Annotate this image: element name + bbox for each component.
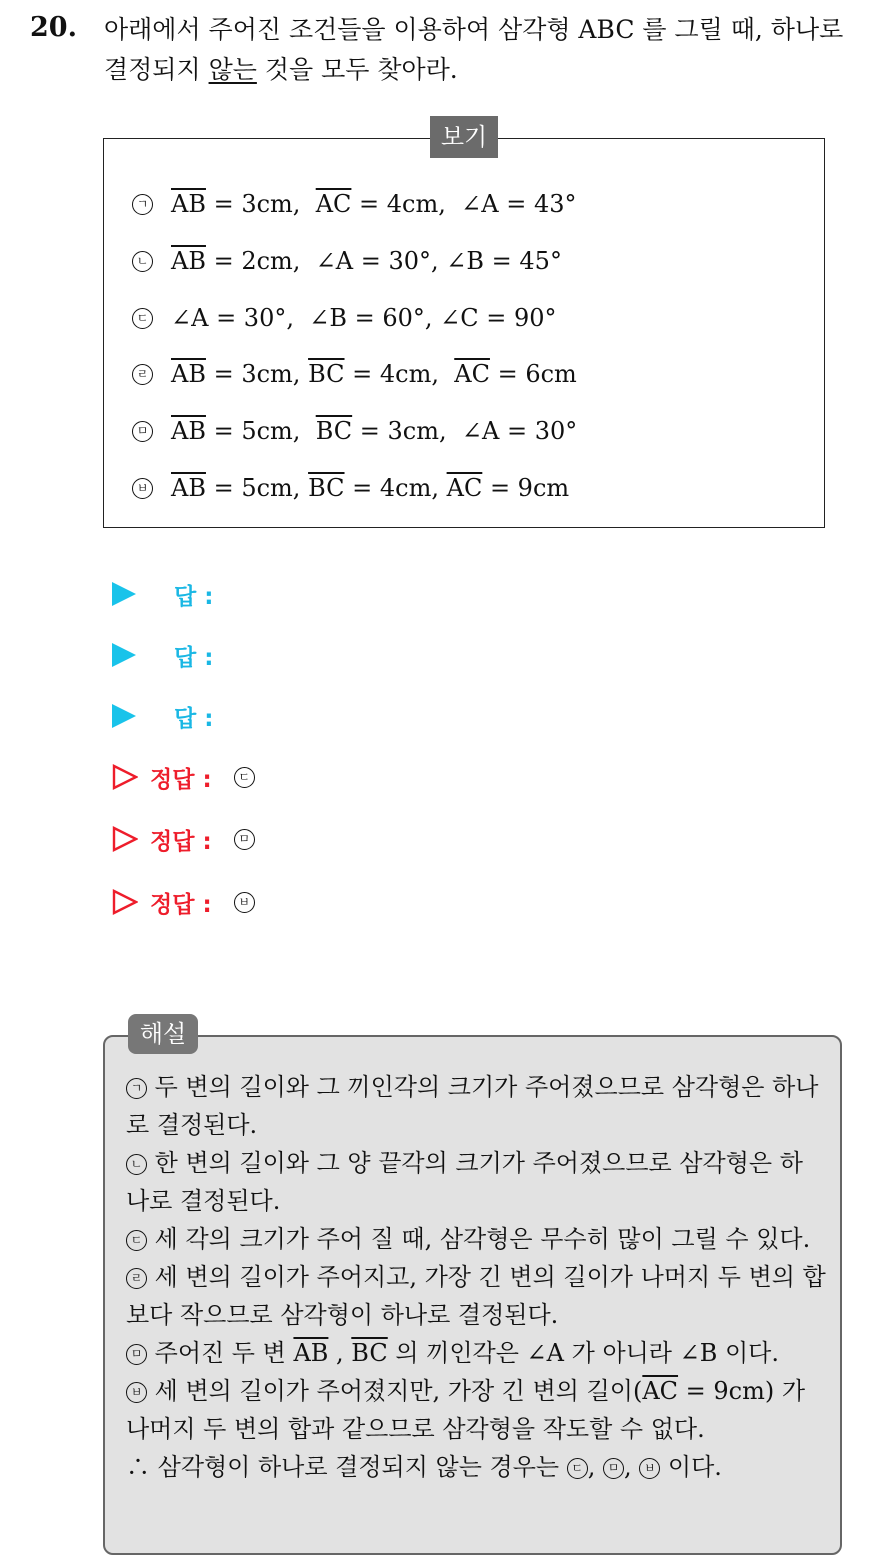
bogi-item xyxy=(132,188,576,220)
play-triangle-icon xyxy=(112,704,136,728)
answer-label: 답 : xyxy=(174,583,214,610)
segment-label: $\overline{BC}$ xyxy=(315,417,353,445)
solution-line-1-text: 두 변의 길이와 그 끼인각의 크기가 주어졌으므로 삼각형은 하나로 결정된다. xyxy=(126,1073,819,1139)
condition-text: = 4cm, xyxy=(344,474,447,502)
circled-mark: ㄴ xyxy=(126,1154,147,1175)
solution-line-3 xyxy=(126,1220,826,1258)
solution-conclusion xyxy=(126,1448,826,1486)
question-line-2-end: 것을 모두 찾아라. xyxy=(256,55,458,84)
condition-text: = 2cm, ∠A = 30°, ∠B = 45° xyxy=(205,247,562,275)
separator: , xyxy=(587,1453,603,1481)
circled-mark: ㅂ xyxy=(126,1382,147,1403)
segment-label: $\overline{AB}$ xyxy=(171,417,206,445)
answer-row xyxy=(112,578,213,610)
condition-text: = 4cm, ∠A = 43° xyxy=(351,190,577,218)
bogi-item xyxy=(132,245,562,277)
bogi-item xyxy=(132,472,569,504)
correct-answer-label: 정답 : xyxy=(150,891,212,918)
outline-triangle-icon xyxy=(112,764,138,790)
condition-text: = 9cm xyxy=(482,474,570,502)
solution-line-4 xyxy=(126,1258,826,1334)
question-line-1: 아래에서 주어진 조건들을 이용하여 삼각형 ABC 를 그릴 때, 하나로 xyxy=(104,15,844,44)
correct-answer-label: 정답 : xyxy=(150,828,212,855)
condition-text: = 5cm, xyxy=(205,417,316,445)
correct-answer-row xyxy=(112,761,255,793)
solution-line-6 xyxy=(126,1372,826,1448)
condition-text: = 5cm, xyxy=(205,474,309,502)
question-line-2-start: 결정되지 xyxy=(104,55,209,84)
bogi-item xyxy=(132,302,557,334)
segment-label: $\overline{AB}$ xyxy=(171,247,206,275)
answer-row xyxy=(112,700,213,732)
solution-title: 해설 xyxy=(128,1014,198,1054)
solution-line-2 xyxy=(126,1144,826,1220)
correct-answer-value: ㅂ xyxy=(234,892,255,913)
circled-mark: ㅁ xyxy=(126,1344,147,1365)
answer-row xyxy=(112,639,213,671)
circled-mark: ㅂ xyxy=(132,478,153,499)
question-number: 20. xyxy=(30,12,77,43)
condition-text: = 3cm, xyxy=(205,360,309,388)
segment-ac: $\overline{AC}$ xyxy=(642,1377,679,1405)
segment-label: $\overline{BC}$ xyxy=(308,474,345,502)
play-triangle-icon xyxy=(112,582,136,606)
segment-label: $\overline{AB}$ xyxy=(171,360,206,388)
play-triangle-icon xyxy=(112,643,136,667)
segment-label: $\overline{BC}$ xyxy=(308,360,345,388)
segment-bc: $\overline{BC}$ xyxy=(351,1339,388,1367)
circled-mark: ㄷ xyxy=(567,1458,588,1479)
solution-line-2-text: 한 변의 길이와 그 양 끝각의 크기가 주어졌으므로 삼각형은 하나로 결정된다. xyxy=(126,1149,803,1215)
solution-line-5-text-a: 주어진 두 변 xyxy=(147,1339,294,1367)
correct-answer-value: ㅁ xyxy=(234,829,255,850)
segment-label: $\overline{AC}$ xyxy=(446,474,483,502)
solution-line-1 xyxy=(126,1068,826,1144)
solution-line-6-text-a: 세 변의 길이가 주어졌지만, 가장 긴 변의 길이( xyxy=(147,1377,643,1405)
bogi-item xyxy=(132,415,577,447)
segment-label: $\overline{AC}$ xyxy=(315,190,352,218)
solution-line-4-text: 세 변의 길이가 주어지고, 가장 긴 변의 길이가 나머지 두 변의 합보다 작으므로 삼각형이 하나로 결정된다. xyxy=(126,1263,826,1329)
condition-text: ∠A = 30°, ∠B = 60°, ∠C = 90° xyxy=(171,304,557,332)
circled-mark: ㅂ xyxy=(639,1458,660,1479)
segment-label: $\overline{AC}$ xyxy=(454,360,490,388)
correct-answer-value: ㄷ xyxy=(234,767,255,788)
circled-mark: ㄴ xyxy=(132,251,153,272)
circled-mark: ㄹ xyxy=(126,1268,147,1289)
solution-line-5-text-b: , xyxy=(328,1339,352,1367)
circled-mark: ㅁ xyxy=(603,1458,624,1479)
solution-line-6-text-b: = 9cm) 가 나머지 두 변의 합과 같으므로 삼각형을 작도할 수 없다. xyxy=(126,1377,806,1443)
circled-mark: ㄱ xyxy=(126,1078,147,1099)
segment-ab: $\overline{AB}$ xyxy=(293,1339,329,1367)
condition-text: = 4cm, xyxy=(344,360,455,388)
separator: , xyxy=(623,1453,640,1481)
correct-answer-label: 정답 : xyxy=(150,766,212,793)
conclusion-text-a: ∴ 삼각형이 하나로 결정되지 않는 경우는 xyxy=(126,1453,567,1481)
circled-mark: ㄷ xyxy=(132,308,153,329)
solution-line-3-text: 세 각의 크기가 주어 질 때, 삼각형은 무수히 많이 그릴 수 있다. xyxy=(147,1225,811,1253)
question-line-2 xyxy=(104,50,843,90)
bogi-title: 보기 xyxy=(430,116,498,158)
solution-text xyxy=(126,1068,826,1486)
segment-label: $\overline{AB}$ xyxy=(171,190,206,218)
circled-mark: ㄷ xyxy=(126,1230,147,1251)
solution-line-5-text-c: 의 끼인각은 ∠A 가 아니라 ∠B 이다. xyxy=(387,1339,779,1367)
conclusion-text-b: 이다. xyxy=(660,1453,722,1481)
circled-mark: ㅁ xyxy=(132,421,153,442)
answer-label: 답 : xyxy=(174,644,214,671)
segment-label: $\overline{AB}$ xyxy=(171,474,206,502)
answer-label: 답 : xyxy=(174,705,214,732)
condition-text: = 3cm, xyxy=(205,190,316,218)
outline-triangle-icon xyxy=(112,826,138,852)
bogi-item xyxy=(132,358,577,390)
circled-mark: ㄱ xyxy=(132,194,153,215)
circled-mark: ㄹ xyxy=(132,364,153,385)
condition-text: = 6cm xyxy=(489,360,577,388)
condition-text: = 3cm, ∠A = 30° xyxy=(352,417,578,445)
underlined-word: 않는 xyxy=(208,55,257,84)
outline-triangle-icon xyxy=(112,889,138,915)
question-text xyxy=(104,10,843,90)
solution-line-5 xyxy=(126,1334,826,1372)
correct-answer-row xyxy=(112,886,255,918)
correct-answer-row xyxy=(112,823,255,855)
